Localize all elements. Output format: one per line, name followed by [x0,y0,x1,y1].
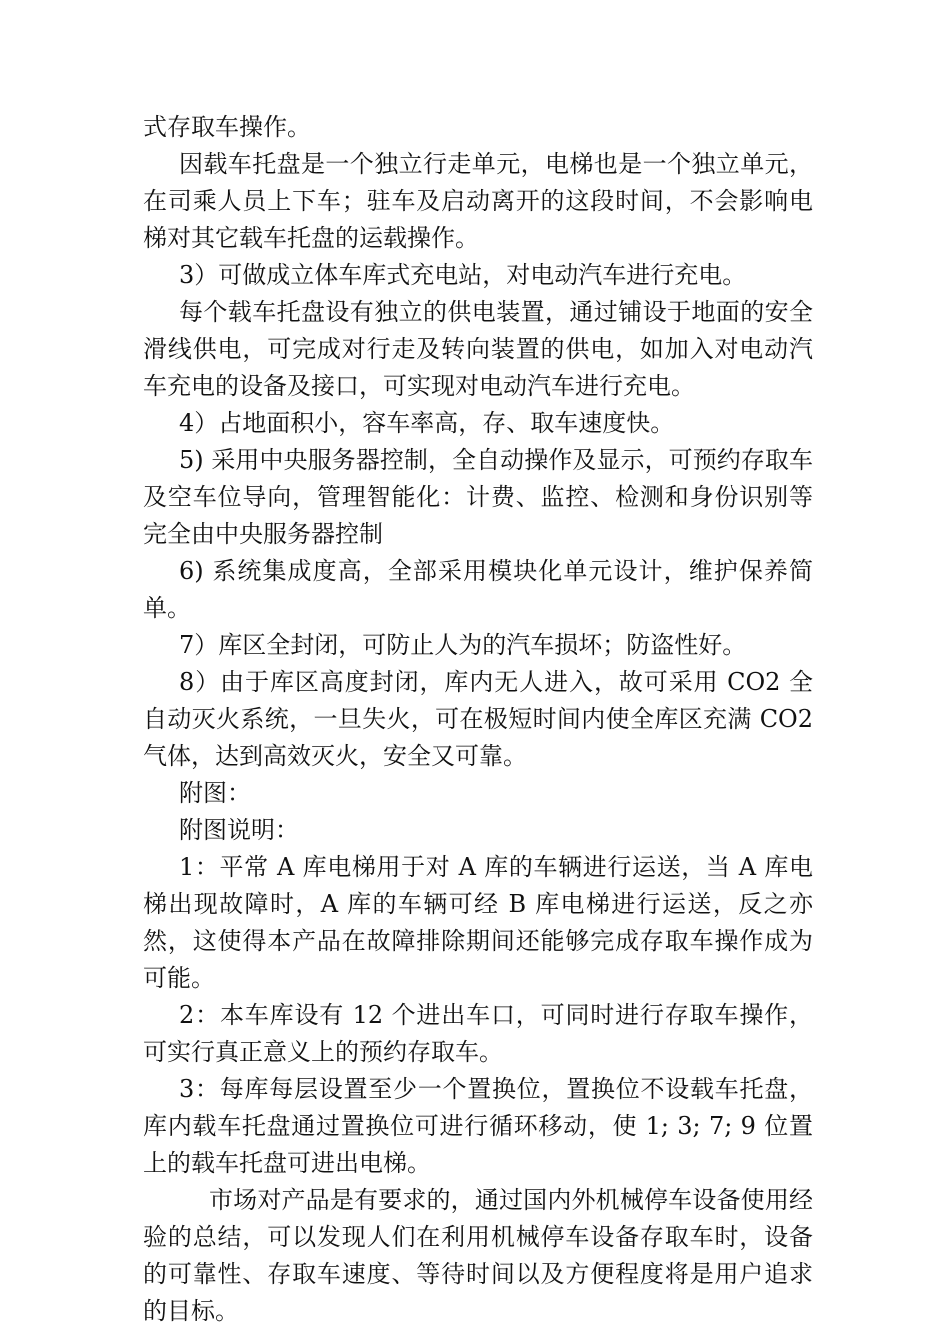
paragraph-market-requirements: 市场对产品是有要求的，通过国内外机械停车设备使用经验的总结，可以发现人们在利用机械停车设备存取车时，设备的可靠性、存取车速度、等待时间以及方便程度将是用户追求的目标。 [143,1186,813,1325]
figure-description-heading: 附图说明： [179,816,299,844]
paragraph-power-supply: 每个载车托盘设有独立的供电装置，通过铺设于地面的安全滑线供电，可完成对行走及转向装置的供电，如加入对电动汽车充电的设备及接口，可实现对电动汽车进行充电。 [143,298,813,400]
figure-note-3: 3：每库每层设置至少一个置换位，置换位不设载车托盘，库内载车托盘通过置换位可进行循环移动，使 1; 3; 7; 9 位置上的载车托盘可进出电梯。 [143,1075,813,1177]
paragraph-tray-independence: 因载车托盘是一个独立行走单元，电梯也是一个独立单元，在司乘人员上下车；驻车及启动离开的这段时间，不会影响电梯对其它载车托盘的运载操作。 [143,150,813,252]
paragraph-item-5: 5) 采用中央服务器控制，全自动操作及显示，可预约存取车及空车位导向，管理智能化：计费、监控、检测和身份识别等完全由中央服务器控制 [143,446,813,548]
document-body [143,109,813,1330]
paragraph-continuation: 式存取车操作。 [143,113,311,141]
figure-heading: 附图： [179,779,251,807]
paragraph-item-7: 7）库区全封闭，可防止人为的汽车损坏；防盗性好。 [179,631,747,659]
figure-note-2: 2：本车库设有 12 个进出车口，可同时进行存取车操作，可实行真正意义上的预约存取车。 [143,1001,813,1066]
paragraph-item-4: 4）占地面积小，容车率高，存、取车速度快。 [179,409,675,437]
paragraph-item-8: 8）由于库区高度封闭，库内无人进入，故可采用 CO2 全自动灭火系统，一旦失火，可在极短时间内使全库区充满 CO2 气体，达到高效灭火，安全又可靠。 [143,668,813,770]
paragraph-item-6: 6) 系统集成度高，全部采用模块化单元设计，维护保养简单。 [143,557,813,622]
figure-note-1: 1：平常 A 库电梯用于对 A 库的车辆进行运送，当 A 库电梯出现故障时，A 库的车辆可经 B 库电梯进行运送，反之亦然，这使得本产品在故障排除期间还能够完成存取车操作成为可能。 [143,853,813,992]
paragraph-item-3: 3）可做成立体车库式充电站，对电动汽车进行充电。 [179,261,747,289]
